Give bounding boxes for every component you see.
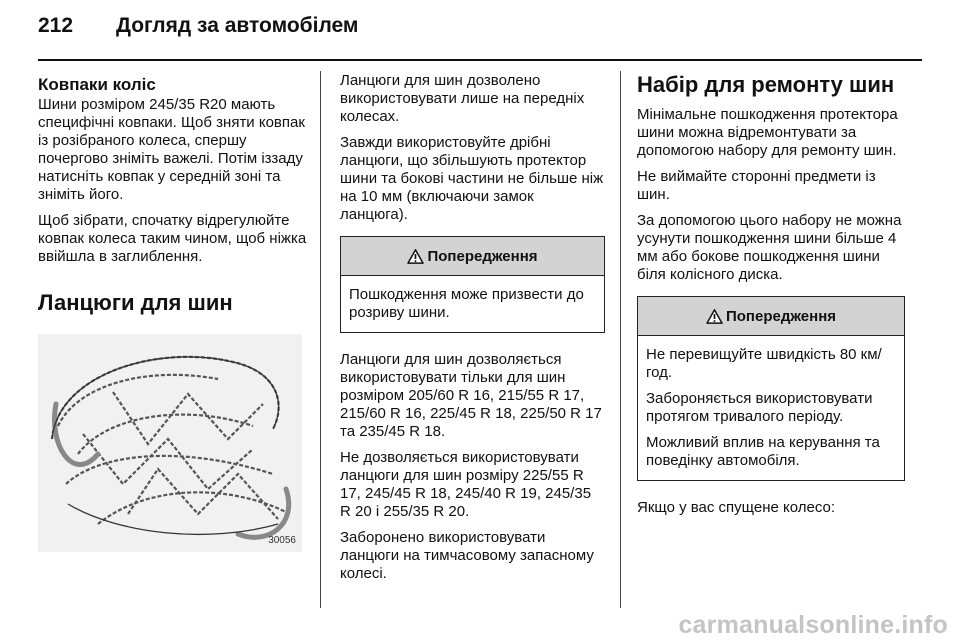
warning-header (341, 237, 604, 276)
repair-kit-text-2: Не виймайте сторонні предмети із шин. (637, 168, 876, 203)
hubcaps-paragraph-1: Шини розміром 245/35 R20 мають специфічні ковпаки. Щоб зняти ковпак із розібраного колеса, спершу почергово зніміть важелі. Потім іззаду натисніть ковпак у середній зоні та зніміть його. (38, 96, 305, 203)
warning-header (638, 297, 904, 336)
watermark: carmanualsonline.info (678, 611, 948, 639)
tire-chains-heading: Ланцюги для шин (38, 290, 233, 315)
spare-wheel-text: Заборонено використовувати ланцюги на тимчасовому запасному колесі. (340, 529, 594, 582)
hubcaps-paragraph-2: Щоб зібрати, спочатку відрегулюйте ковпак колеса таким чином, щоб ніжка ввійшла в заглиблення. (38, 212, 307, 265)
warning-title: Попередження (427, 247, 538, 265)
warning-body (638, 336, 904, 480)
figure-number: 30056 (268, 535, 296, 546)
column-divider-2 (620, 71, 621, 608)
warning-text: Пошкодження може призвести до розриву шини. (349, 286, 584, 321)
warning-speed-text: Не перевищуйте швидкість 80 км/год. (646, 346, 882, 381)
allowed-sizes-text: Ланцюги для шин дозволяється використовувати тільки для шин розміром 205/60 R 16, 215/55 R 17, 215/60 R 16, 225/45 R 18, 225/50 R 17 та 235/45 R 18. (340, 351, 602, 440)
flat-tire-text: Якщо у вас спущене колесо: (637, 499, 836, 516)
page-title: Догляд за автомобілем (116, 14, 359, 37)
warning-triangle-icon (407, 249, 424, 264)
hubcaps-heading: Ковпаки коліс (38, 75, 156, 94)
repair-kit-text-1: Мінімальне пошкодження протектора шини можна відремонтувати за допомогою набору для ремонту шин. (637, 106, 898, 159)
warning-box (340, 236, 605, 333)
repair-kit-text-3: За допомогою цього набору не можна усунути пошкодження шини більше 4 мм або бокове пошкодження шини біля колісного диска. (637, 212, 902, 283)
warning-box (637, 296, 905, 481)
page-header (38, 14, 358, 44)
chains-small-links-text: Завжди використовуйте дрібні ланцюги, що збільшують протектор шини та бокові частини не більше ніж на 10 мм (включаючи замок ланцюга). (340, 134, 604, 223)
prohibited-sizes-text: Не дозволяється використовувати ланцюги для шин розміру 225/55 R 17, 245/45 R 18, 245/40 R 19, 245/35 R 20 і 255/35 R 20. (340, 449, 592, 520)
page-number: 212 (38, 14, 74, 37)
column-middle (340, 72, 605, 591)
header-divider (38, 59, 922, 61)
tire-repair-kit-heading: Набір для ремонту шин (637, 72, 895, 97)
tire-chains-illustration (38, 334, 302, 552)
warning-triangle-icon (706, 309, 723, 324)
warning-handling-text: Можливий вплив на керування та поведінку автомобіля. (646, 434, 880, 469)
warning-title: Попередження (725, 307, 837, 325)
warning-duration-text: Забороняється використовувати протягом тривалого періоду. (646, 390, 873, 425)
column-divider-1 (320, 71, 321, 608)
column-right (637, 72, 905, 525)
column-left (38, 72, 308, 552)
chains-front-only-text: Ланцюги для шин дозволено використовувати лише на передніх колесах. (340, 72, 585, 125)
warning-body (341, 276, 604, 332)
snow-chains-image (38, 334, 302, 552)
